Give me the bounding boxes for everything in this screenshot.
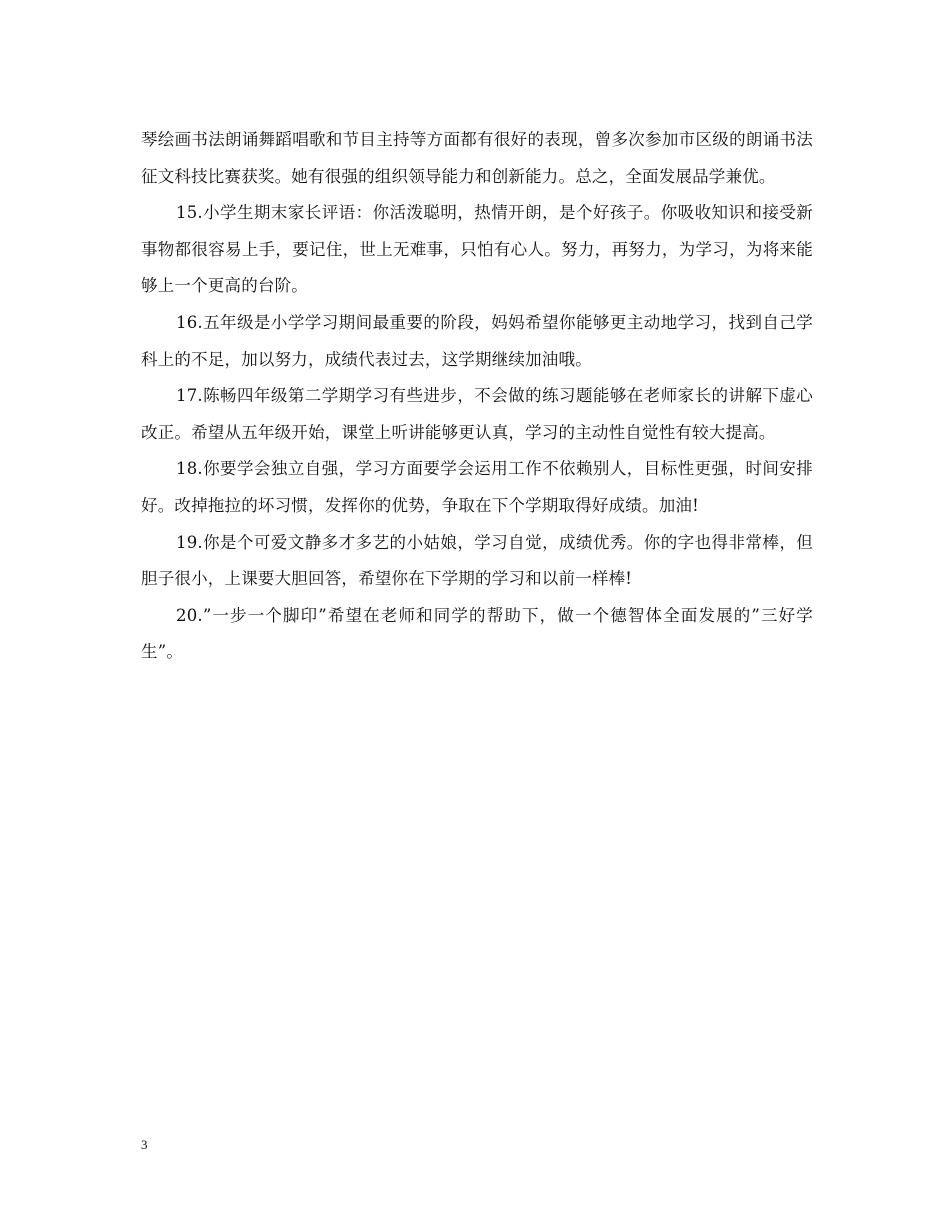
- paragraph-item-15: 15.小学生期末家长评语：你活泼聪明，热情开朗，是个好孩子。你吸收知识和接受新事物都很容易上手，要记住，世上无难事，只怕有心人。努力，再努力，为学习，为将来能够上一个更高的台阶。: [141, 203, 813, 296]
- paragraph-item-19: 19.你是个可爱文静多才多艺的小姑娘，学习自觉，成绩优秀。你的字也得非常棒，但胆子很小，上课要大胆回答，希望你在下学期的学习和以前一样棒!: [141, 532, 813, 589]
- document-body: [141, 122, 813, 671]
- paragraph-item-16: 16.五年级是小学学习期间最重要的阶段，妈妈希望你能够更主动地学习，找到自己学科上的不足，加以努力，成绩代表过去，这学期继续加油哦。: [141, 312, 813, 369]
- paragraph-continuation: 琴绘画书法朗诵舞蹈唱歌和节目主持等方面都有很好的表现，曾多次参加市区级的朗诵书法征文科技比赛获奖。她有很强的组织领导能力和创新能力。总之，全面发展品学兼优。: [141, 130, 813, 186]
- paragraph-item-17: 17.陈畅四年级第二学期学习有些进步，不会做的练习题能够在老师家长的讲解下虚心改正。希望从五年级开始，课堂上听讲能够更认真，学习的主动性自觉性有较大提高。: [141, 386, 813, 442]
- paragraph-item-20: 20.”一步一个脚印”希望在老师和同学的帮助下，做一个德智体全面发展的”三好学生”。: [141, 605, 813, 662]
- page-number: 3: [141, 1137, 148, 1152]
- paragraph-item-18: 18.你要学会独立自强，学习方面要学会运用工作不依赖别人，目标性更强，时间安排好。改掉拖拉的坏习惯，发挥你的优势，争取在下个学期取得好成绩。加油!: [141, 459, 813, 515]
